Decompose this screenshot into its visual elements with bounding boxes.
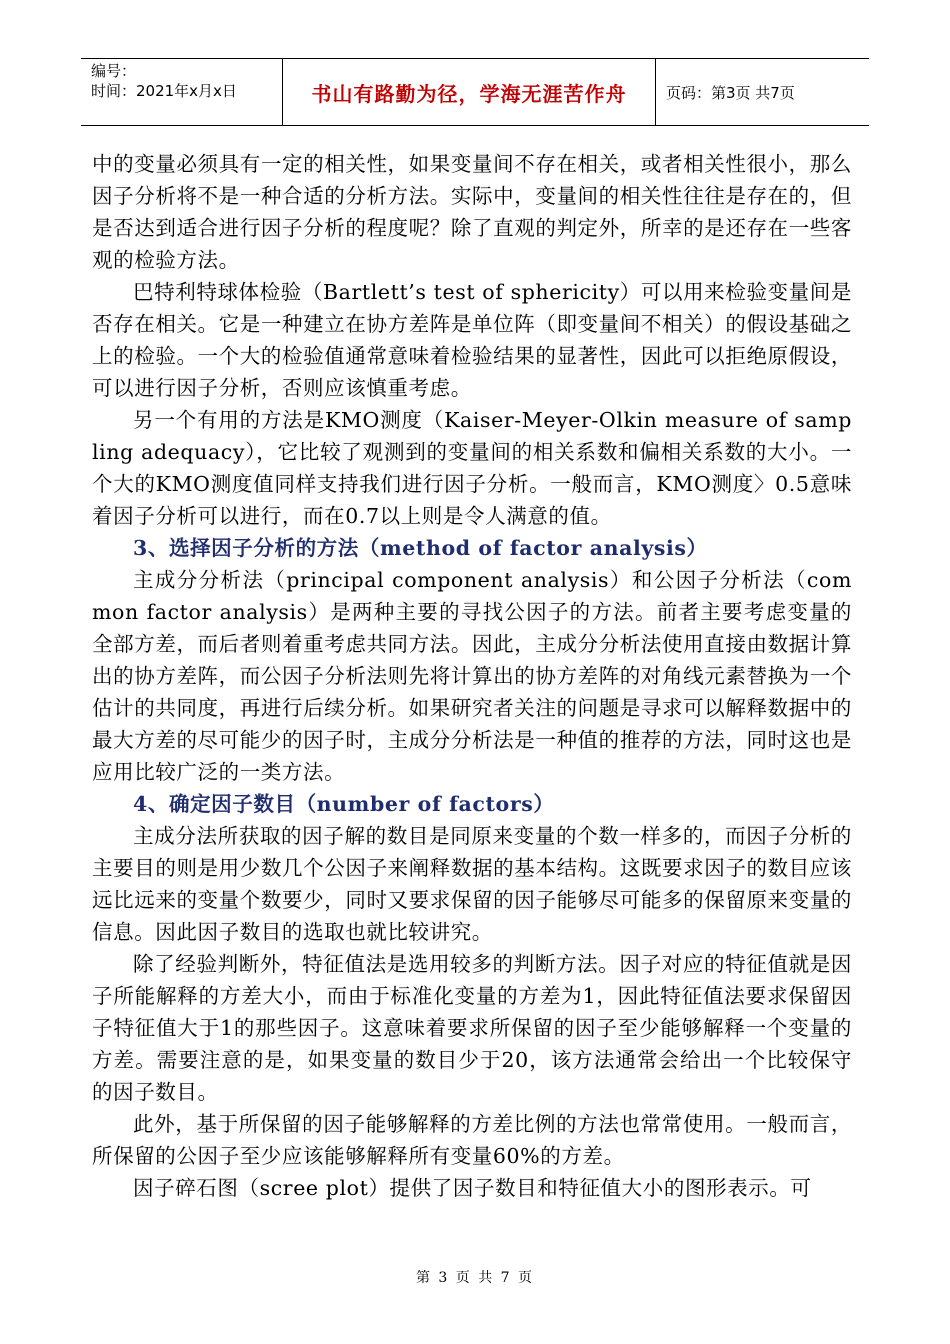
paragraph: 除了经验判断外，特征值法是选用较多的判断方法。因子对应的特征值就是因子所能解释的方差大小，而由于标准化变量的方差为1，因此特征值法要求保留因子特征值大于1的那些因子。这意味着要求所保留的因子至少能够解释一个变量的方差。需要注意的是，如果变量的数目少于20，该方法通常会给出一个比较保守的因子数目。 — [92, 952, 852, 1104]
header-page-info: 页码：第3页 共7页 — [666, 83, 795, 102]
paragraph: 因子碎石图（scree plot）提供了因子数目和特征值大小的图形表示。可 — [133, 1176, 812, 1200]
paragraph: 此外，基于所保留的因子能够解释的方差比例的方法也常常使用。一般而言，所保留的公因子至少应该能够解释所有变量60%的方差。 — [92, 1112, 852, 1168]
paragraph: 主成分分析法（principal component analysis）和公因子分析法（common factor analysis）是两种主要的寻找公因子的方法。前者主要考虑变量的全部方差，而后者则着重考虑共同方法。因此，主成分分析法使用直接由数据计算出的协方差阵，而公因子分析法则先将计算出的协方差阵的对角线元素替换为一个估计的共同度，再进行后续分析。如果研究者关注的问题是寻求可以解释数据中的最大方差的尽可能少的因子时，主成分分析法是一种值的推荐的方法，同时这也是应用比较广泛的一类方法。 — [92, 568, 852, 784]
paragraph: 主成分法所获取的因子解的数目是同原来变量的个数一样多的，而因子分析的主要目的则是用少数几个公因子来阐释数据的基本结构。这既要求因子的数目应该远比远来的变量个数要少，同时又要求保留的因子能够尽可能多的保留原来变量的信息。因此因子数目的选取也就比较讲究。 — [92, 824, 852, 944]
section-heading: 4、确定因子数目（number of factors） — [133, 792, 555, 816]
page-header — [81, 58, 869, 126]
serial-label: 编号： — [91, 62, 137, 80]
document-body — [92, 148, 852, 1204]
time-label: 时间：2021年x月x日 — [91, 82, 237, 100]
paragraph: 另一个有用的方法是KMO测度（Kaiser-Meyer-Olkin measure of sampling adequacy），它比较了观测到的变量间的相关系数和偏相关系数的大小。一个大的KMO测度值同样支持我们进行因子分析。一般而言，KMO测度〉0.5意味着因子分析可以进行，而在0.7以上则是令人满意的值。 — [92, 408, 852, 528]
section-heading: 3、选择因子分析的方法（method of factor analysis） — [133, 536, 708, 560]
header-meta-cell — [81, 59, 282, 125]
page-footer: 第 3 页 共 7 页 — [415, 1270, 535, 1286]
header-motto: 书山有路勤为径，学海无涯苦作舟 — [282, 59, 656, 125]
paragraph: 巴特利特球体检验（Bartlett’s test of sphericity）可以用来检验变量间是否存在相关。它是一种建立在协方差阵是单位阵（即变量间不相关）的假设基础之上的检验。一个大的检验值通常意味着检验结果的显著性，因此可以拒绝原假设，可以进行因子分析，否则应该慎重考虑。 — [92, 280, 852, 400]
paragraph: 中的变量必须具有一定的相关性，如果变量间不存在相关，或者相关性很小，那么因子分析将不是一种合适的分析方法。实际中，变量间的相关性往往是存在的，但是否达到适合进行因子分析的程度呢？除了直观的判定外，所幸的是还存在一些客观的检验方法。 — [92, 152, 852, 272]
